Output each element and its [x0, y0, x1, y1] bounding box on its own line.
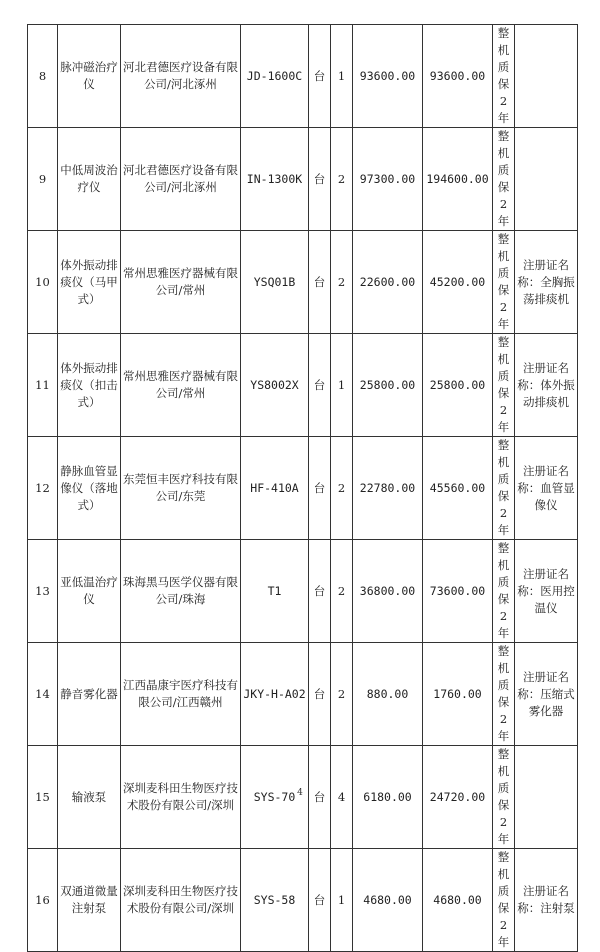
row-number-cell: 9	[28, 128, 58, 231]
quantity-cell: 2	[331, 128, 353, 231]
table-row	[28, 25, 578, 128]
total-price-cell: 25800.00	[423, 334, 493, 437]
model-number-cell: IN-1300K	[241, 128, 309, 231]
table-row	[28, 128, 578, 231]
unit-price-cell: 36800.00	[353, 540, 423, 643]
unit-cell: 台	[309, 25, 331, 128]
table-row	[28, 540, 578, 643]
unit-price-cell: 97300.00	[353, 128, 423, 231]
row-number-cell: 10	[28, 231, 58, 334]
warranty-cell: 整机质保2年	[493, 231, 515, 334]
row-number-cell: 12	[28, 437, 58, 540]
quantity-cell: 1	[331, 25, 353, 128]
model-number-cell: SYS-70	[241, 746, 309, 849]
table-row	[28, 334, 578, 437]
unit-cell: 台	[309, 334, 331, 437]
quantity-cell: 2	[331, 231, 353, 334]
warranty-cell: 整机质保2年	[493, 128, 515, 231]
manufacturer-cell: 深圳麦科田生物医疗技术股份有限公司/深圳	[121, 746, 241, 849]
remarks-cell: 注册证名称：全胸振荡排痰机	[515, 231, 578, 334]
model-number-cell: HF-410A	[241, 437, 309, 540]
total-price-cell: 4680.00	[423, 849, 493, 952]
row-number-cell: 8	[28, 25, 58, 128]
equipment-table	[27, 24, 578, 952]
row-number-cell: 16	[28, 849, 58, 952]
unit-cell: 台	[309, 437, 331, 540]
total-price-cell: 73600.00	[423, 540, 493, 643]
unit-price-cell: 22780.00	[353, 437, 423, 540]
quantity-cell: 2	[331, 437, 353, 540]
manufacturer-cell: 常州思雅医疗器械有限公司/常州	[121, 334, 241, 437]
product-name-cell: 体外振动排痰仪（扣击式）	[58, 334, 121, 437]
remarks-cell	[515, 128, 578, 231]
table-row	[28, 231, 578, 334]
row-number-cell: 13	[28, 540, 58, 643]
total-price-cell: 1760.00	[423, 643, 493, 746]
quantity-cell: 1	[331, 334, 353, 437]
warranty-cell: 整机质保2年	[493, 25, 515, 128]
model-number-cell: T1	[241, 540, 309, 643]
unit-cell: 台	[309, 128, 331, 231]
product-name-cell: 静脉血管显像仪（落地式）	[58, 437, 121, 540]
model-number-cell: YSQ01B	[241, 231, 309, 334]
warranty-cell: 整机质保2年	[493, 746, 515, 849]
quantity-cell: 1	[331, 849, 353, 952]
total-price-cell: 194600.00	[423, 128, 493, 231]
remarks-cell: 注册证名称：血管显像仪	[515, 437, 578, 540]
unit-price-cell: 93600.00	[353, 25, 423, 128]
product-name-cell: 中低周波治疗仪	[58, 128, 121, 231]
manufacturer-cell: 江西晶康宇医疗科技有限公司/江西赣州	[121, 643, 241, 746]
model-number-cell: SYS-58	[241, 849, 309, 952]
model-number-cell: YS8002X	[241, 334, 309, 437]
unit-cell: 台	[309, 231, 331, 334]
unit-cell: 台	[309, 746, 331, 849]
row-number-cell: 14	[28, 643, 58, 746]
unit-price-cell: 880.00	[353, 643, 423, 746]
table-body	[28, 25, 578, 952]
product-name-cell: 脉冲磁治疗仪	[58, 25, 121, 128]
row-number-cell: 11	[28, 334, 58, 437]
warranty-cell: 整机质保2年	[493, 849, 515, 952]
remarks-cell: 注册证名称：医用控温仪	[515, 540, 578, 643]
page-number: 4	[297, 788, 303, 798]
manufacturer-cell: 河北君德医疗设备有限公司/河北涿州	[121, 25, 241, 128]
product-name-cell: 静音雾化器	[58, 643, 121, 746]
total-price-cell: 45200.00	[423, 231, 493, 334]
unit-cell: 台	[309, 849, 331, 952]
manufacturer-cell: 珠海黑马医学仪器有限公司/珠海	[121, 540, 241, 643]
unit-price-cell: 25800.00	[353, 334, 423, 437]
remarks-cell: 注册证名称：注射泵	[515, 849, 578, 952]
warranty-cell: 整机质保2年	[493, 540, 515, 643]
product-name-cell: 体外振动排痰仪（马甲式）	[58, 231, 121, 334]
model-number-cell: JD-1600C	[241, 25, 309, 128]
manufacturer-cell: 河北君德医疗设备有限公司/河北涿州	[121, 128, 241, 231]
table-row	[28, 437, 578, 540]
product-name-cell: 输液泵	[58, 746, 121, 849]
unit-cell: 台	[309, 643, 331, 746]
unit-price-cell: 22600.00	[353, 231, 423, 334]
product-name-cell: 双通道微量注射泵	[58, 849, 121, 952]
remarks-cell: 注册证名称：体外振动排痰机	[515, 334, 578, 437]
warranty-cell: 整机质保2年	[493, 334, 515, 437]
quantity-cell: 2	[331, 540, 353, 643]
unit-cell: 台	[309, 540, 331, 643]
remarks-cell	[515, 25, 578, 128]
remarks-cell: 注册证名称：压缩式雾化器	[515, 643, 578, 746]
total-price-cell: 45560.00	[423, 437, 493, 540]
manufacturer-cell: 深圳麦科田生物医疗技术股份有限公司/深圳	[121, 849, 241, 952]
table-row	[28, 643, 578, 746]
manufacturer-cell: 东莞恒丰医疗科技有限公司/东莞	[121, 437, 241, 540]
unit-price-cell: 4680.00	[353, 849, 423, 952]
total-price-cell: 24720.00	[423, 746, 493, 849]
model-number-cell: JKY-H-A02	[241, 643, 309, 746]
quantity-cell: 2	[331, 643, 353, 746]
row-number-cell: 15	[28, 746, 58, 849]
product-name-cell: 亚低温治疗仪	[58, 540, 121, 643]
warranty-cell: 整机质保2年	[493, 643, 515, 746]
warranty-cell: 整机质保2年	[493, 437, 515, 540]
unit-price-cell: 6180.00	[353, 746, 423, 849]
manufacturer-cell: 常州思雅医疗器械有限公司/常州	[121, 231, 241, 334]
table-row	[28, 849, 578, 952]
quantity-cell: 4	[331, 746, 353, 849]
total-price-cell: 93600.00	[423, 25, 493, 128]
